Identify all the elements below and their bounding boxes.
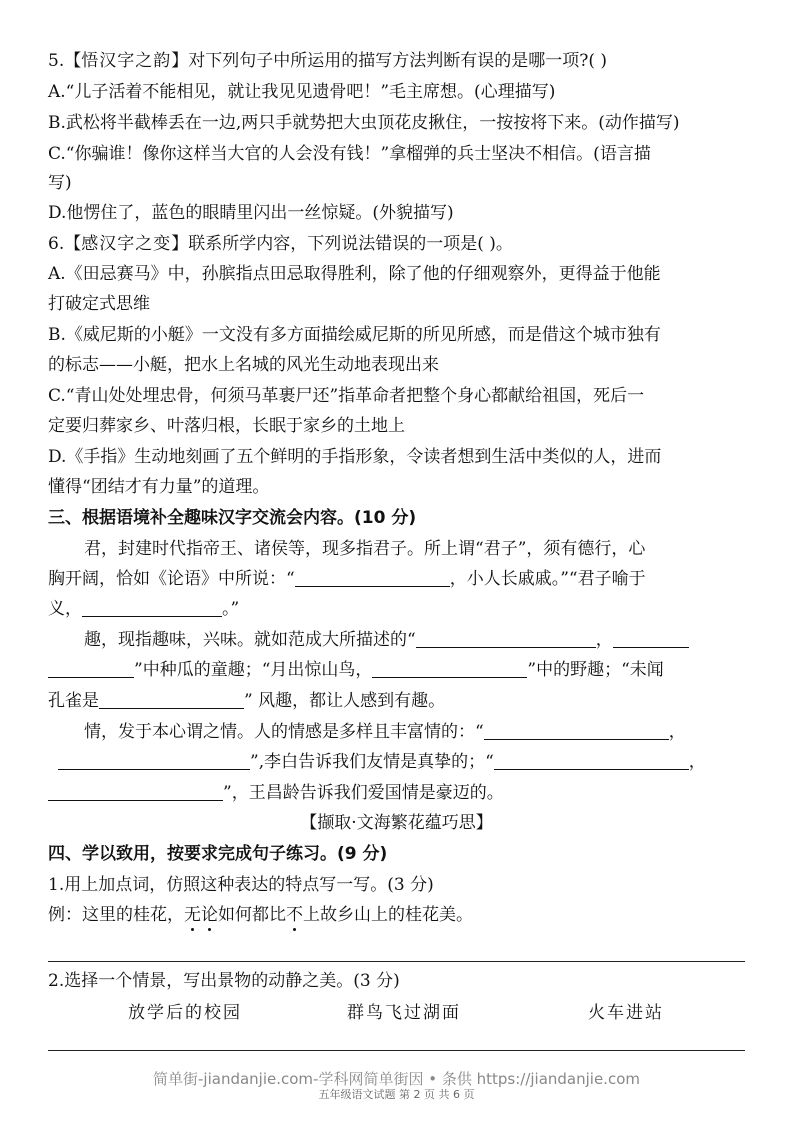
answer-blank-7a[interactable] bbox=[484, 721, 669, 740]
answer-blank-8a[interactable] bbox=[494, 751, 689, 770]
sec3-p2-line2: ”中种瓜的童趣；“月出惊山鸟， ”中的野趣；“未闻 bbox=[48, 655, 748, 685]
answer-blank-6[interactable] bbox=[99, 690, 244, 709]
q6-tag: 感汉字之变 bbox=[81, 234, 172, 254]
answer-blank-7b[interactable] bbox=[58, 751, 250, 770]
scene-option-1: 放学后的校园 bbox=[128, 1003, 242, 1023]
q6-stem: 6.【感汉字之变】联系所学内容，下列说法错误的一项是( )。 bbox=[48, 234, 513, 254]
dotted-word-3: 不 bbox=[286, 905, 303, 925]
q5-option-d: D.他愣住了，蓝色的眼睛里闪出一丝惊疑。(外貌描写) bbox=[48, 203, 454, 223]
q6-option-d-cont: 懂得“团结才有力量”的道理。 bbox=[48, 477, 270, 497]
sec3-p2-line3: 孔雀是 ” 风趣，都让人感到有趣。 bbox=[48, 691, 446, 711]
q5-stem: 5.【悟汉字之韵】对下列句子中所运用的描写方法判断有误的是哪一项?( ) bbox=[48, 51, 608, 71]
q6-option-d: D.《手指》生动地刻画了五个鲜明的手指形象，令读者想到生活中类似的人，进而 bbox=[48, 447, 662, 467]
section-4-title: 四、学以致用，按要求完成句子练习。(9 分) bbox=[48, 844, 388, 864]
q6-option-c: C.“青山处处埋忠骨，何须马革裹尸还”指革命者把整个身心都献给祖国，死后一 bbox=[48, 386, 645, 406]
q5-option-a: A.“儿子活着不能相见，就让我见见遗骨吧！”毛主席想。(心理描写) bbox=[48, 82, 556, 102]
section-banner: 【撷取·文海繁花蕴巧思】 bbox=[300, 813, 493, 833]
page-number: 五年级语文试题 第 2 页 共 6 页 bbox=[318, 1088, 475, 1101]
answer-line-2[interactable] bbox=[48, 1050, 745, 1051]
q5-option-c-cont: 写) bbox=[48, 173, 72, 193]
answer-blank-2[interactable] bbox=[82, 598, 222, 617]
sec3-p3-line1: 情，发于本心谓之情。人的情感是多样且丰富情的：“ ， bbox=[84, 722, 686, 742]
sec4-q2: 2.选择一个情景，写出景物的动静之美。(3 分) bbox=[48, 971, 400, 991]
sec3-p1-line2: 胸开阔，恰如《论语》中所说：“ ，小人长戚戚。”“君子喻于 bbox=[48, 569, 646, 589]
sec3-p1-line1: 君，封建时代指帝王、诸侯等，现多指君子。所上谓“君子”，须有德行，心 bbox=[84, 539, 646, 559]
q6-option-a-cont: 打破定式思维 bbox=[48, 294, 150, 314]
dotted-word-2: 论 bbox=[201, 905, 218, 925]
sec3-p1-line3: 义， 。” bbox=[48, 599, 240, 619]
dotted-word-1: 无 bbox=[184, 905, 201, 925]
scene-option-2: 群鸟飞过湖面 bbox=[347, 1003, 461, 1023]
q5-option-c: C.“你骗谁！像你这样当大官的人会没有钱！”拿榴弹的兵士坚决不相信。(语言描 bbox=[48, 144, 651, 164]
q6-option-c-cont: 定要归葬家乡、叶落归根，长眠于家乡的土地上 bbox=[48, 416, 405, 436]
q6-option-a: A.《田忌赛马》中，孙膑指点田忌取得胜利，除了他的仔细观察外，更得益于他能 bbox=[48, 264, 661, 284]
q5-tag: 悟汉字之韵 bbox=[81, 51, 172, 71]
q5-option-b: B.武松将半截棒丢在一边,两只手就势把大虫顶花皮揪住，一按按将下来。(动作描写) bbox=[48, 113, 680, 133]
answer-line-1[interactable] bbox=[48, 961, 745, 962]
q6-option-b: B.《威尼斯的小艇》一文没有多方面描绘威尼斯的所见所感，而是借这个城市独有 bbox=[48, 325, 661, 345]
answer-blank-8b[interactable] bbox=[48, 782, 223, 801]
answer-blank-4a[interactable] bbox=[613, 629, 689, 648]
watermark: 简单街-jiandanjie.com-学科网简单街因 • 条供 https://jiandanjie.com bbox=[153, 1070, 640, 1088]
sec4-example: 例：这里的桂花，无论如何都比不上故乡山上的桂花美。 bbox=[48, 905, 473, 925]
sec3-p3-line2: ”,李白告诉我们友情是真挚的；“ ， bbox=[48, 747, 748, 777]
answer-blank-1[interactable] bbox=[295, 568, 450, 587]
section-3-title: 三、根据语境补全趣味汉字交流会内容。(10 分) bbox=[48, 508, 417, 528]
scene-option-3: 火车进站 bbox=[588, 1003, 664, 1023]
answer-blank-5[interactable] bbox=[372, 659, 527, 678]
sec3-p3-line3: ”，王昌龄告诉我们爱国情是豪迈的。 bbox=[48, 778, 748, 808]
sec3-p2-line1: 趣，现指趣味，兴味。就如范成大所描述的“ ， bbox=[48, 625, 784, 655]
sec4-q1: 1.用上加点词，仿照这种表达的特点写一写。(3 分) bbox=[48, 875, 434, 895]
q6-option-b-cont: 的标志——小艇，把水上名城的风光生动地表现出来 bbox=[48, 355, 439, 375]
answer-blank-4b[interactable] bbox=[48, 659, 134, 678]
answer-blank-3[interactable] bbox=[416, 629, 596, 648]
